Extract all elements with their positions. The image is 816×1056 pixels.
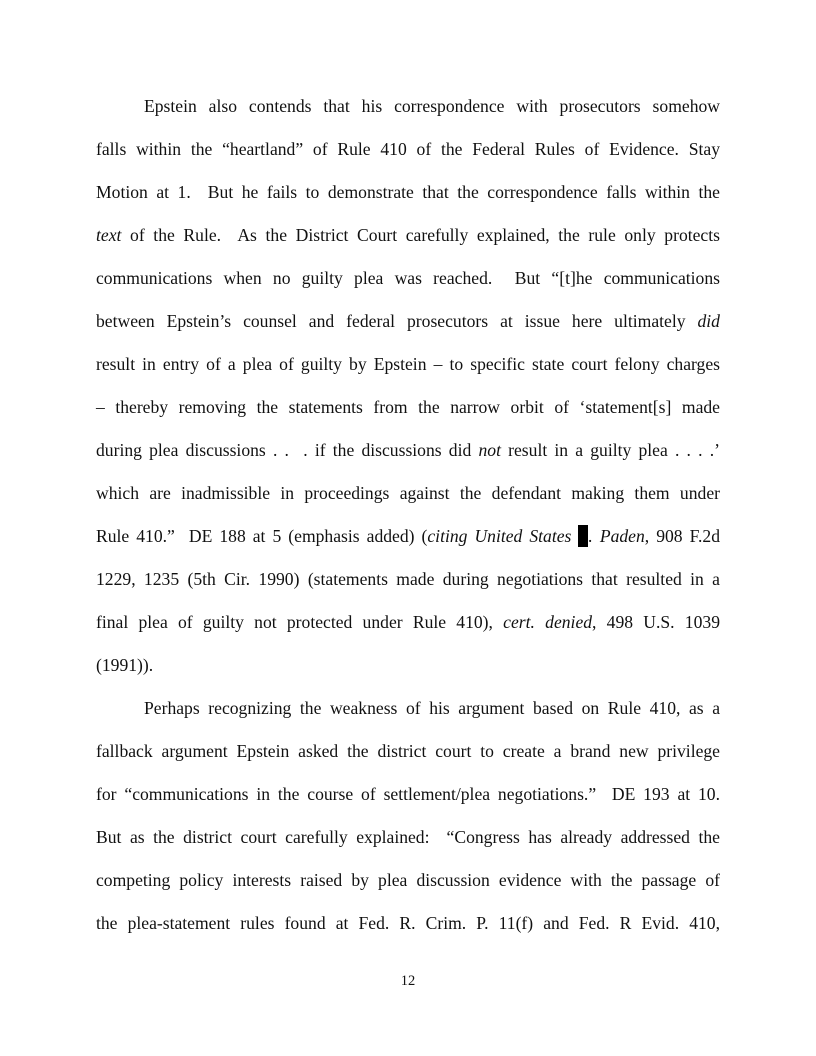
p1-line-10 [96, 482, 720, 504]
text-run: of the Rule. As the District Court carefully explained, the rule only protects [130, 225, 720, 245]
text-run: the plea-statement rules found at Fed. R. Crim. P. 11(f) and Fed. R Evid. 410, [96, 913, 720, 933]
text-run: during plea discussions . . . if the discussions did [96, 440, 472, 460]
p1-line-11 [96, 525, 720, 547]
p2-line-3 [96, 783, 720, 805]
text-run: – thereby removing the statements from the narrow orbit of ‘statement[s] made [96, 397, 720, 417]
p1-line-1 [144, 95, 720, 117]
italic-text: citing United States [427, 526, 572, 546]
text-run: result in entry of a plea of guilty by Epstein – to specific state court felony charges [96, 354, 720, 374]
p1-line-5 [96, 267, 720, 289]
page-number: 12 [400, 973, 416, 989]
p1-line-8 [96, 396, 720, 418]
text-run: competing policy interests raised by plea discussion evidence with the passage of [96, 870, 720, 890]
text-run: final plea of guilty not protected under Rule 410), [96, 612, 493, 632]
text-run: communications when no guilty plea was reached. But “[t]he communications [96, 268, 720, 288]
p1-line-6 [96, 310, 720, 332]
text-run: (1991)). [96, 655, 154, 675]
p1-line-9 [96, 439, 720, 461]
italic-text: cert. denied [503, 612, 593, 632]
text-run: for “communications in the course of settlement/plea negotiations.” DE 193 at 10. [96, 784, 720, 804]
italic-text: not [478, 440, 501, 460]
p1-line-7 [96, 353, 720, 375]
text-run: fallback argument Epstein asked the district court to create a brand new privilege [96, 741, 720, 761]
text-run: between Epstein’s counsel and federal prosecutors at issue here ultimately [96, 311, 686, 331]
italic-text: did [697, 311, 720, 331]
p2-line-6 [96, 912, 720, 934]
text-run: 1229, 1235 (5th Cir. 1990) (statements made during negotiations that resulted in a [96, 569, 720, 589]
text-run: falls within the “heartland” of Rule 410 of the Federal Rules of Evidence. Stay [96, 139, 720, 159]
redaction-block [578, 525, 588, 547]
p2-line-2 [96, 740, 720, 762]
text-run: , 498 U.S. 1039 [592, 612, 720, 632]
p2-line-4 [96, 826, 720, 848]
text-run: But as the district court carefully explained: “Congress has already addressed the [96, 827, 720, 847]
italic-text: . Paden [588, 526, 645, 546]
p1-line-14 [96, 654, 720, 676]
p2-line-5 [96, 869, 720, 891]
text-run: , 908 F.2d [644, 526, 720, 546]
p1-line-4 [96, 224, 720, 246]
text-run: which are inadmissible in proceedings against the defendant making them under [96, 483, 720, 503]
text-run: Perhaps recognizing the weakness of his argument based on Rule 410, as a [144, 698, 720, 718]
p1-line-12 [96, 568, 720, 590]
text-run: result in a guilty plea . . . .’ [508, 440, 720, 460]
p2-line-1 [144, 697, 720, 719]
p1-line-2 [96, 138, 720, 160]
text-run: Rule 410.” DE 188 at 5 (emphasis added) ( [96, 526, 428, 546]
text-run: Motion at 1. But he fails to demonstrate that the correspondence falls within the [96, 182, 720, 202]
italic-text: text [96, 225, 122, 245]
text-run: Epstein also contends that his correspondence with prosecutors somehow [144, 96, 720, 116]
p1-line-3 [96, 181, 720, 203]
p1-line-13 [96, 611, 720, 633]
